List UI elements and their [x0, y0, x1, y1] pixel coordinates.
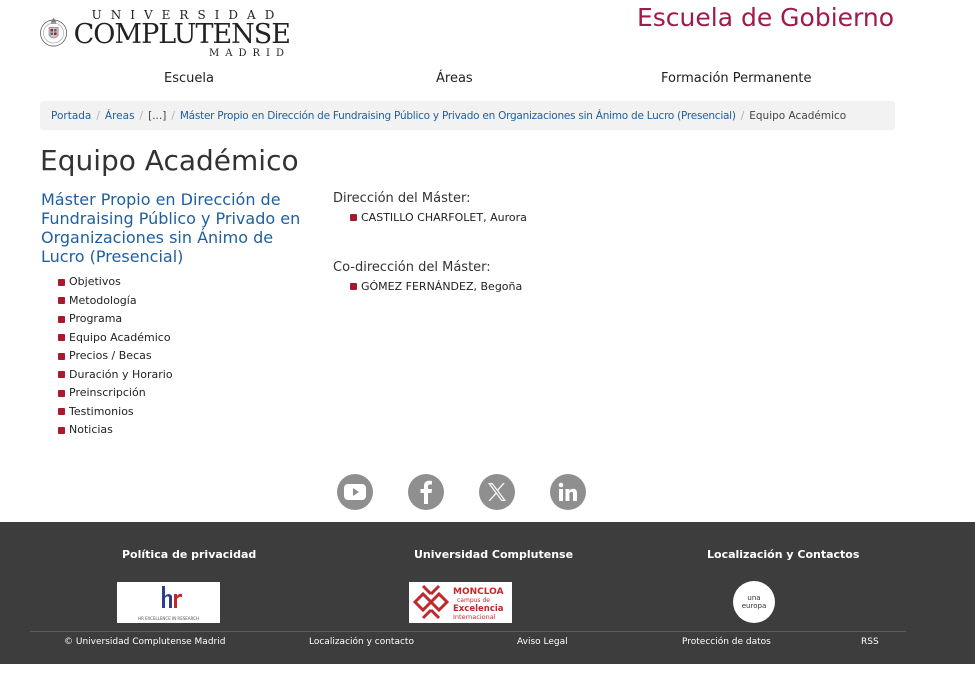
- program-menu-item-duracion-horario[interactable]: [58, 366, 173, 385]
- logo-line-universidad: UNIVERSIDAD: [91, 8, 284, 22]
- bullet-icon: [58, 390, 65, 397]
- footer-link-ucm[interactable]: Universidad Complutense: [414, 548, 574, 561]
- person-item: [350, 211, 527, 224]
- program-menu-label: Duración y Horario: [69, 367, 173, 381]
- program-menu-label: Testimonios: [69, 404, 134, 418]
- school-title-link[interactable]: Escuela de Gobierno: [636, 3, 894, 32]
- ucm-crest-icon: [40, 1, 68, 63]
- breadcrumb-master[interactable]: Máster Propio en Dirección de Fundraising Público y Privado en Organizaciones sin Ánimo de Lucro (Presencial): [179, 109, 736, 122]
- program-menu-item-equipo-academico[interactable]: [58, 329, 173, 348]
- ucm-logo[interactable]: [40, 0, 290, 64]
- x-link[interactable]: [479, 474, 515, 510]
- program-menu-item-testimonios[interactable]: [58, 403, 173, 422]
- hr-excellence-logo-icon: [117, 582, 220, 623]
- x-icon: [486, 481, 508, 503]
- youtube-icon: [344, 484, 366, 500]
- section-heading: Dirección del Máster:: [333, 191, 471, 206]
- program-menu-item-noticias[interactable]: [58, 421, 173, 440]
- breadcrumb-separator: /: [96, 109, 100, 122]
- main-nav: [40, 71, 895, 89]
- moncloa-line-3: Excelencia: [453, 604, 504, 614]
- logo-line-complutense: COMPLUTENSE: [73, 19, 290, 50]
- footer-link-localizacion[interactable]: Localización y Contactos: [707, 548, 860, 561]
- moncloa-line-1: MONCLOA: [453, 587, 504, 597]
- bullet-icon: [58, 297, 65, 304]
- program-title-link[interactable]: Máster Propio en Dirección de Fundraising Público y Privado en Organizaciones sin Ánimo de Lucro (Presencial): [41, 190, 301, 266]
- moncloa-campus-logo-icon: [409, 582, 512, 623]
- footer-link-privacidad[interactable]: Política de privacidad: [122, 548, 257, 561]
- facebook-icon: [419, 480, 433, 504]
- breadcrumb-current: Equipo Académico: [749, 109, 847, 122]
- person-name: CASTILLO CHARFOLET, Aurora: [361, 211, 527, 224]
- hr-badge-text: HR EXCELLENCE IN RESEARCH: [138, 616, 199, 621]
- program-menu-label: Metodología: [69, 293, 137, 307]
- breadcrumb-portada[interactable]: Portada: [51, 109, 92, 122]
- breadcrumb-separator: /: [139, 109, 144, 122]
- page-title: Equipo Académico: [40, 144, 299, 177]
- logo-line-madrid: MADRID: [209, 48, 290, 59]
- program-menu-label: Noticias: [69, 423, 113, 436]
- breadcrumb-areas[interactable]: Áreas: [104, 109, 135, 122]
- linkedin-icon: [558, 482, 578, 502]
- una-europa-line-2: europa: [741, 602, 767, 610]
- program-menu: [58, 273, 173, 440]
- nav-item-formacion-permanente[interactable]: Formación Permanente: [661, 71, 812, 86]
- breadcrumb: [40, 101, 895, 130]
- site-footer: [0, 522, 975, 664]
- breadcrumb-separator: /: [740, 109, 745, 122]
- footer-proteccion-datos-link[interactable]: Protección de datos: [682, 637, 771, 647]
- program-menu-label: Objetivos: [69, 275, 121, 288]
- social-links: [337, 474, 586, 510]
- hr-excellence-badge[interactable]: [117, 582, 220, 623]
- nav-item-escuela[interactable]: Escuela: [164, 71, 214, 86]
- bullet-icon: [58, 334, 65, 341]
- section-codireccion: [333, 260, 522, 293]
- program-menu-item-objetivos[interactable]: [58, 273, 173, 292]
- moncloa-campus-badge[interactable]: [409, 582, 512, 623]
- bullet-icon: [58, 353, 65, 360]
- nav-item-areas[interactable]: Áreas: [436, 71, 473, 86]
- breadcrumb-separator: /: [171, 109, 175, 122]
- program-menu-item-precios-becas[interactable]: [58, 347, 173, 366]
- person-name: GÓMEZ FERNÁNDEZ, Begoña: [361, 280, 523, 293]
- footer-copyright-link[interactable]: © Universidad Complutense Madrid: [64, 637, 226, 647]
- program-menu-item-programa[interactable]: [58, 310, 173, 329]
- facebook-link[interactable]: [408, 474, 444, 510]
- program-menu-label: Preinscripción: [69, 386, 146, 399]
- bullet-icon: [58, 408, 65, 415]
- section-heading: Co-dirección del Máster:: [333, 260, 491, 275]
- bullet-icon: [58, 371, 65, 378]
- footer-aviso-legal-link[interactable]: Aviso Legal: [517, 637, 568, 647]
- program-menu-item-metodologia[interactable]: [58, 292, 173, 311]
- footer-divider: [30, 631, 906, 632]
- person-item: [350, 280, 522, 293]
- bullet-icon: [58, 316, 65, 323]
- breadcrumb-ellipsis: [...]: [148, 109, 167, 122]
- youtube-link[interactable]: [337, 474, 373, 510]
- section-direccion: [333, 191, 527, 224]
- footer-rss-link[interactable]: RSS: [861, 637, 879, 647]
- bullet-icon: [350, 283, 357, 290]
- program-menu-label: Precios / Becas: [69, 349, 152, 362]
- linkedin-link[interactable]: [550, 474, 586, 510]
- bullet-icon: [350, 214, 357, 221]
- program-menu-label: Equipo Académico: [69, 330, 171, 344]
- program-menu-label: Programa: [69, 312, 123, 325]
- una-europa-badge[interactable]: [733, 581, 775, 623]
- bullet-icon: [58, 427, 65, 434]
- footer-localizacion-contacto-link[interactable]: Localización y contacto: [309, 637, 414, 647]
- program-menu-item-preinscripcion[interactable]: [58, 384, 173, 403]
- moncloa-line-4: Internacional: [453, 613, 496, 621]
- moncloa-line-2: campus de: [457, 597, 490, 604]
- una-europa-line-1: una: [747, 594, 761, 602]
- bullet-icon: [58, 279, 65, 286]
